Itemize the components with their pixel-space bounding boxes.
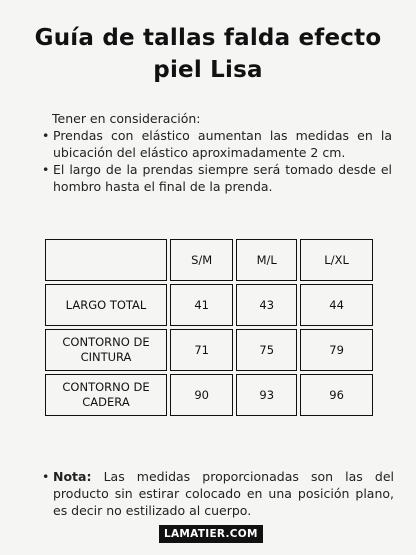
size-header-cell: L/XL xyxy=(300,239,373,281)
row-label: CONTORNO DE CADERA xyxy=(45,374,167,416)
table-header-row xyxy=(45,239,373,281)
table-row xyxy=(45,284,373,326)
note-text: Las medidas proporcionadas son las del producto sin estirar colocado en una posición plano, es decir no estilizado al cuerpo. xyxy=(53,469,394,518)
title-line-2: piel Lisa xyxy=(153,57,263,83)
table-cell: 44 xyxy=(300,284,373,326)
considerations-section xyxy=(42,110,392,195)
note-label: Nota: xyxy=(53,469,92,484)
table-cell: 41 xyxy=(170,284,233,326)
considerations-heading: Tener en consideración: xyxy=(52,111,201,126)
row-label: LARGO TOTAL xyxy=(45,284,167,326)
page-title xyxy=(0,22,416,86)
note-paragraph xyxy=(42,468,394,519)
table-cell: 93 xyxy=(236,374,297,416)
size-table xyxy=(42,236,376,419)
table-row xyxy=(45,329,373,371)
size-header-cell: S/M xyxy=(170,239,233,281)
size-header-cell: M/L xyxy=(236,239,297,281)
table-cell: 43 xyxy=(236,284,297,326)
table-cell: 71 xyxy=(170,329,233,371)
consideration-item: • El largo de la prendas siempre será tomado desde el hombro hasta el final de la prenda. xyxy=(42,161,392,195)
table-cell: 75 xyxy=(236,329,297,371)
table-row xyxy=(45,374,373,416)
row-label: CONTORNO DE CINTURA xyxy=(45,329,167,371)
table-cell: 90 xyxy=(170,374,233,416)
brand-label: LAMATIER.COM xyxy=(159,525,263,543)
table-cell: 96 xyxy=(300,374,373,416)
consideration-item: • Prendas con elástico aumentan las medidas en la ubicación del elástico aproximadamente 2 cm. xyxy=(42,127,392,161)
title-line-1: Guía de tallas falda efecto xyxy=(34,25,382,51)
table-cell: 79 xyxy=(300,329,373,371)
table-corner-cell xyxy=(45,239,167,281)
